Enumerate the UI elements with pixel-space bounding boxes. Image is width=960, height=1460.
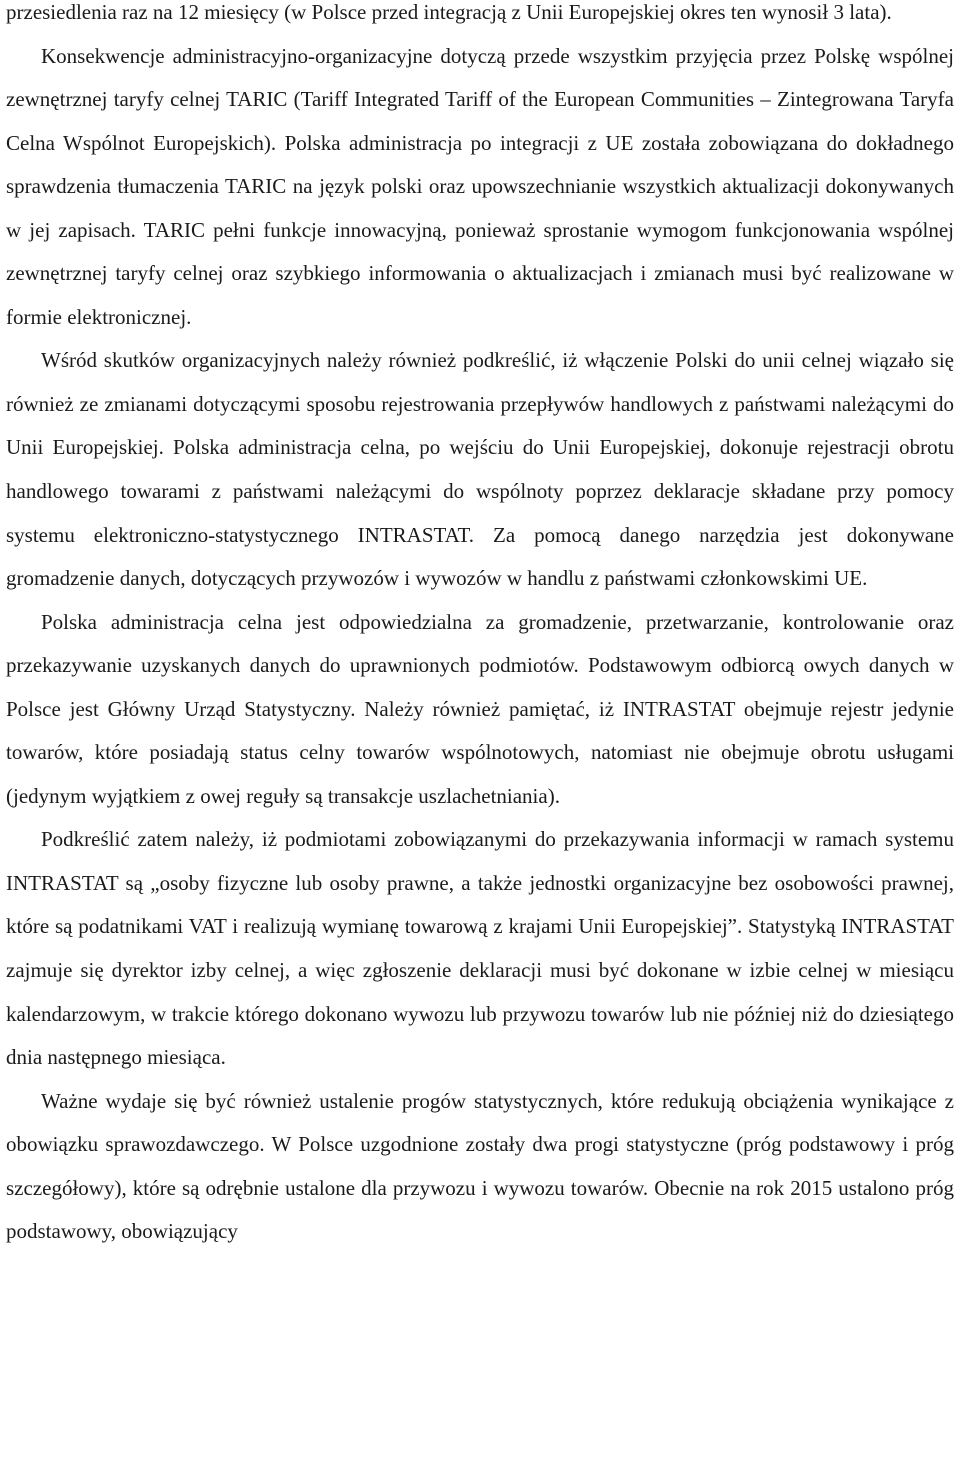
paragraph-6: Ważne wydaje się być również ustalenie progów statystycznych, które redukują obciążenia wynikające z obowiązku sprawozdawczego. W Polsce uzgodnione zostały dwa progi statystyczne (próg podstawowy i próg szczegółowy), które są odrębnie ustalone dla przywozu i wywozu towarów. Obecnie na rok 2015 ustalono próg podstawowy, obowiązujący xyxy=(6,1088,954,1244)
paragraph-3: Wśród skutków organizacyjnych należy również podkreślić, iż włączenie Polski do unii celnej wiązało się również ze zmianami dotyczącymi sposobu rejestrowania przepływów handlowych z państwami należącymi do Unii Europejskiej. Polska administracja celna, po wejściu do Unii Europejskiej, dokonuje rejestracji obrotu handlowego towarami z państwami należącymi do wspólnoty poprzez deklaracje składane przy pomocy systemu elektroniczno-statystycznego INTRASTAT. Za pomocą danego narzędzia jest dokonywane gromadzenie danych, dotyczących przywozów i wywozów w handlu z państwami członkowskimi UE. xyxy=(6,348,954,591)
paragraph-4: Polska administracja celna jest odpowiedzialna za gromadzenie, przetwarzanie, kontrolowanie oraz przekazywanie uzyskanych danych do uprawnionych podmiotów. Podstawowym odbiorcą owych danych w Polsce jest Główny Urząd Statystyczny. Należy również pamiętać, iż INTRASTAT obejmuje rejestr jedynie towarów, które posiadają status celny towarów wspólnotowych, natomiast nie obejmuje obrotu usługami (jedynym wyjątkiem z owej reguły są transakcje uszlachetniania). xyxy=(6,609,954,808)
paragraph-1: przesiedlenia raz na 12 miesięcy (w Polsce przed integracją z Unii Europejskiej okres ten wynosił 3 lata). xyxy=(6,0,892,24)
paragraph-2: Konsekwencje administracyjno-organizacyjne dotyczą przede wszystkim przyjęcia przez Polskę wspólnej zewnętrznej taryfy celnej TARIC (Tariff Integrated Tariff of the European Communities – Zintegrowana Taryfa Celna Wspólnot Europejskich). Polska administracja po integracji z UE została zobowiązana do dokładnego sprawdzenia tłumaczenia TARIC na język polski oraz upowszechnianie wszystkich aktualizacji dokonywanych w jej zapisach. TARIC pełni funkcje innowacyjną, ponieważ sprostanie wymogom funkcjonowania wspólnej zewnętrznej taryfy celnej oraz szybkiego informowania o aktualizacjach i zmianach musi być realizowane w formie elektronicznej. xyxy=(6,43,954,329)
paragraph-5: Podkreślić zatem należy, iż podmiotami zobowiązanymi do przekazywania informacji w ramach systemu INTRASTAT są „osoby fizyczne lub osoby prawne, a także jednostki organizacyjne bez osobowości prawnej, które są podatnikami VAT i realizują wymianę towarową z krajami Unii Europejskiej”. Statystyką INTRASTAT zajmuje się dyrektor izby celnej, a więc zgłoszenie deklaracji musi być dokonane w izbie celnej w miesiącu kalendarzowym, w trakcie którego dokonano wywozu lub przywozu towarów lub nie później niż do dziesiątego dnia następnego miesiąca. xyxy=(6,827,954,1070)
document-page xyxy=(6,0,954,1254)
